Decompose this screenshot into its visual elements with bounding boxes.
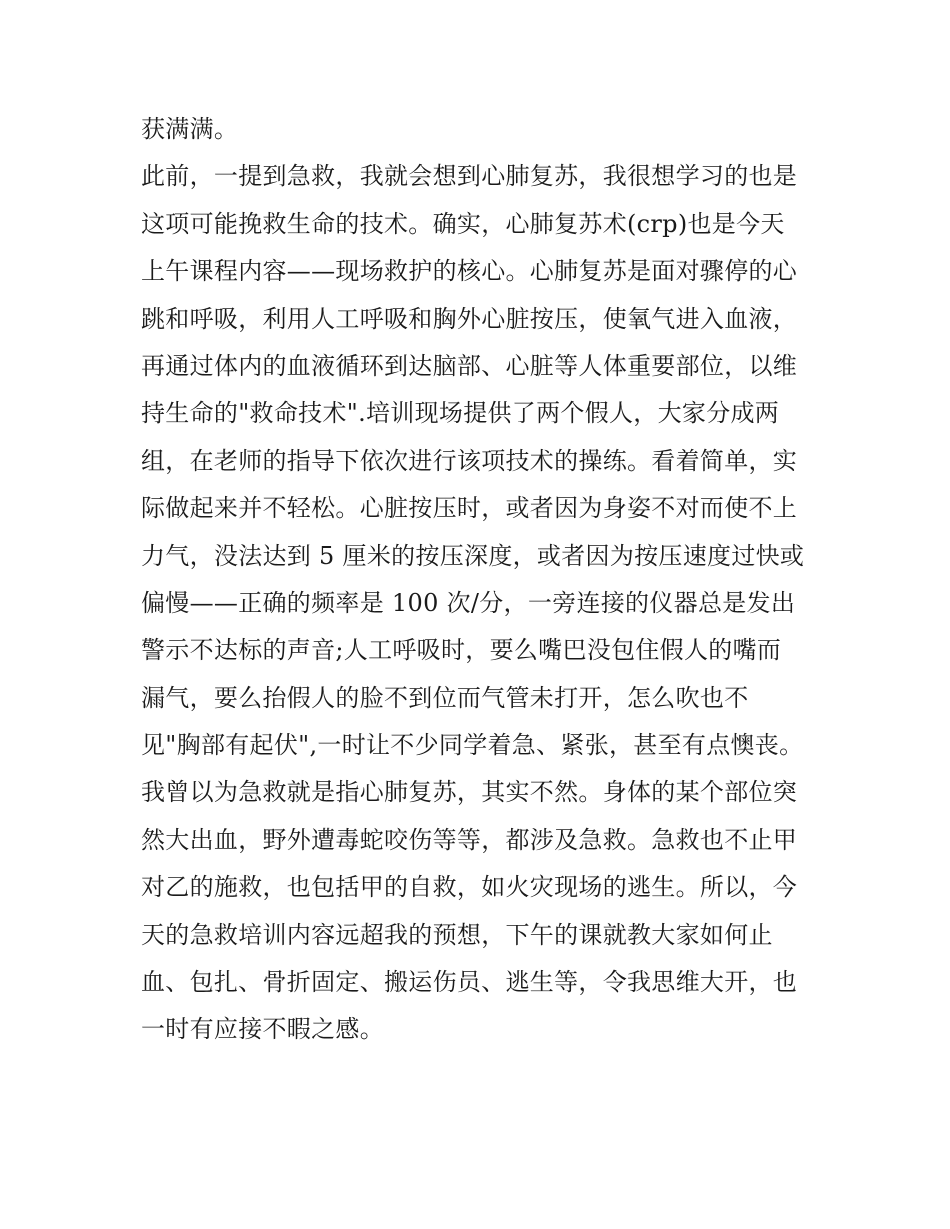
text-line-17: 对乙的施救，也包括甲的自救，如火灾现场的逃生。所以，今 <box>141 873 798 902</box>
text-line-14: 见"胸部有起伏",一时让不少同学着急、紧张，甚至有点懊丧。 <box>141 731 804 760</box>
text-line-18: 天的急救培训内容远超我的预想，下午的课就教大家如何止 <box>141 920 773 949</box>
text-line-16: 然大出血，野外遭毒蛇咬伤等等，都涉及急救。急救也不止甲 <box>141 825 798 854</box>
text-line-20: 一时有应接不暇之感。 <box>141 1015 384 1044</box>
text-line-13: 漏气，要么抬假人的脸不到位而气管未打开，怎么吹也不 <box>141 683 749 712</box>
text-line-4: 上午课程内容——现场救护的核心。心肺复苏是面对骤停的心 <box>141 257 798 286</box>
text-line-19: 血、包扎、骨折固定、搬运伤员、逃生等，令我思维大开，也 <box>141 968 798 997</box>
text-line-3: 这项可能挽救生命的技术。确实，心肺复苏术(crp)也是今天 <box>141 209 785 238</box>
text-line-9: 际做起来并不轻松。心脏按压时，或者因为身姿不对而使不上 <box>141 494 798 523</box>
text-line-5: 跳和呼吸，利用人工呼吸和胸外心脏按压，使氧气进入血液， <box>141 304 798 333</box>
text-line-12: 警示不达标的声音;人工呼吸时，要么嘴巴没包住假人的嘴而 <box>141 636 782 665</box>
text-line-10: 力气，没法达到 5 厘米的按压深度，或者因为按压速度过快或 <box>141 541 805 570</box>
text-line-7: 持生命的"救命技术".培训现场提供了两个假人，大家分成两 <box>141 399 780 428</box>
body-text <box>141 106 821 1054</box>
text-line-8: 组，在老师的指导下依次进行该项技术的操练。看着简单，实 <box>141 446 798 475</box>
text-line-6: 再通过体内的血液循环到达脑部、心脏等人体重要部位，以维 <box>141 351 798 380</box>
text-line-11: 偏慢——正确的频率是 100 次/分，一旁连接的仪器总是发出 <box>141 588 796 617</box>
text-line-2: 此前，一提到急救，我就会想到心肺复苏，我很想学习的也是 <box>141 162 798 191</box>
text-line-1: 获满满。 <box>141 115 239 143</box>
text-line-15: 我曾以为急救就是指心肺复苏，其实不然。身体的某个部位突 <box>141 778 798 807</box>
